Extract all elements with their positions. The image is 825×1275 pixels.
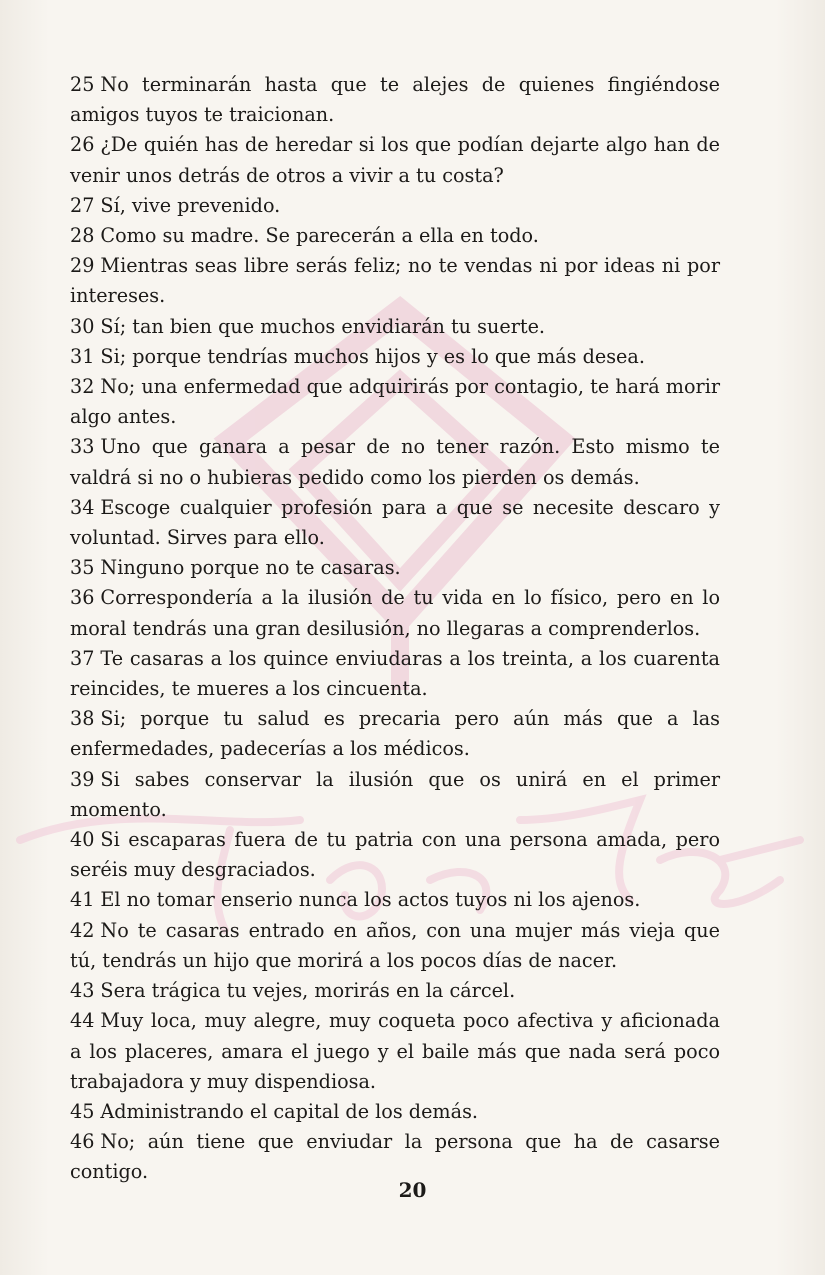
entry-text: Sí, vive prevenido. — [100, 193, 281, 217]
entry-text: Escoge cualquier profesión para a que se necesite descaro y voluntad. Sirves para ello. — [70, 495, 720, 550]
page-number: 20 — [398, 1178, 427, 1202]
entry-text: Uno que ganara a pesar de no tener razón. Esto mismo te valdrá si no o hubieras pedido como los pierden os demás. — [70, 435, 720, 489]
entry-39 — [70, 765, 720, 825]
entry-42 — [70, 916, 720, 976]
entry-36 — [70, 583, 720, 643]
entry-text: Te casaras a los quince enviudaras a los treinta, a los cuarenta reincides, te mueres a los cincuenta. — [70, 646, 720, 701]
entry-number: 29 — [70, 254, 95, 278]
entry-38 — [70, 704, 720, 764]
entry-43 — [70, 976, 720, 1006]
text-column — [70, 70, 720, 1188]
entry-text: Mientras seas libre serás feliz; no te vendas ni por ideas ni por intereses. — [70, 254, 720, 308]
entry-number: 41 — [70, 888, 95, 912]
entry-37 — [70, 644, 720, 704]
entry-number: 26 — [70, 133, 95, 157]
entry-text: Muy loca, muy alegre, muy coqueta poco afectiva y aficionada a los placeres, amara el juego y el baile más que nada será poco trabajadora y muy dispendiosa. — [70, 1009, 720, 1093]
entry-32 — [70, 372, 720, 432]
entry-text: Sera trágica tu vejes, morirás en la cárcel. — [100, 979, 516, 1003]
entry-number: 33 — [70, 435, 95, 459]
entry-text: Si; porque tu salud es precaria pero aún más que a las enfermedades, padecerías a los médicos. — [70, 707, 720, 761]
entry-number: 31 — [70, 344, 95, 368]
entry-number: 42 — [70, 918, 95, 942]
entry-29 — [70, 251, 720, 311]
entry-33 — [70, 432, 720, 492]
entry-number: 44 — [70, 1009, 95, 1033]
entry-text: Sí; tan bien que muchos envidiarán tu suerte. — [100, 314, 546, 338]
entry-number: 30 — [70, 314, 95, 338]
entry-number: 25 — [70, 73, 95, 96]
entry-text: ¿De quién has de heredar si los que podían dejarte algo han de venir unos detrás de otros a vivir a tu costa? — [70, 133, 720, 187]
entry-number: 35 — [70, 556, 95, 580]
entry-40 — [70, 825, 720, 885]
entry-28 — [70, 221, 720, 251]
entry-number: 46 — [70, 1130, 95, 1154]
entry-number: 36 — [70, 586, 95, 610]
entry-number: 32 — [70, 375, 95, 399]
entry-number: 38 — [70, 707, 95, 731]
entry-30 — [70, 312, 720, 342]
entry-text: No terminarán hasta que te alejes de quienes fingiéndose amigos tuyos te traicionan. — [70, 73, 720, 127]
entry-number: 40 — [70, 828, 95, 852]
entry-number: 43 — [70, 979, 95, 1003]
entry-text: Si sabes conservar la ilusión que os unirá en el primer momento. — [70, 767, 720, 821]
entry-text: Si escaparas fuera de tu patria con una persona amada, pero seréis muy desgraciados. — [70, 828, 720, 882]
entry-31 — [70, 342, 720, 372]
entry-25 — [70, 70, 720, 130]
entry-text: Ninguno porque no te casaras. — [100, 556, 401, 580]
entry-45 — [70, 1097, 720, 1127]
entry-35 — [70, 553, 720, 583]
entry-number: 27 — [70, 193, 95, 217]
entry-text: Correspondería a la ilusión de tu vida en lo físico, pero en lo moral tendrás una gran desilusión, no llegaras a comprenderlos. — [70, 586, 720, 640]
entry-41 — [70, 885, 720, 915]
entry-number: 34 — [70, 495, 95, 519]
entry-text: No; una enfermedad que adquirirás por contagio, te hará morir algo antes. — [70, 375, 721, 429]
entry-number: 39 — [70, 767, 95, 791]
entry-34 — [70, 493, 720, 553]
entry-text: Administrando el capital de los demás. — [100, 1099, 479, 1123]
entry-text: No; aún tiene que enviudar la persona que ha de casarse contigo. — [70, 1130, 720, 1184]
entry-26 — [70, 130, 720, 190]
entry-text: Si; porque tendrías muchos hijos y es lo que más desea. — [100, 344, 645, 368]
entry-text: El no tomar enserio nunca los actos tuyos ni los ajenos. — [100, 888, 641, 912]
entry-text: Como su madre. Se parecerán a ella en todo. — [100, 224, 539, 248]
entry-number: 45 — [70, 1099, 95, 1123]
entry-number: 28 — [70, 224, 95, 248]
entry-number: 37 — [70, 646, 95, 670]
entry-44 — [70, 1006, 720, 1097]
entry-27 — [70, 191, 720, 221]
entry-text: No te casaras entrado en años, con una mujer más vieja que tú, tendrás un hijo que morirá a los pocos días de nacer. — [70, 918, 720, 972]
